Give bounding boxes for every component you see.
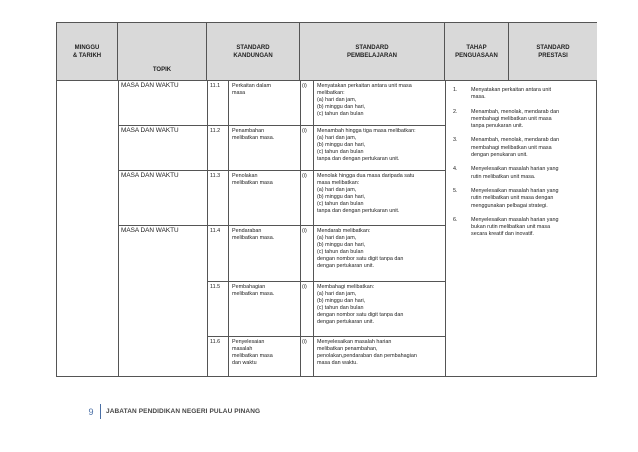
prestasi-list <box>453 87 595 246</box>
pembelajaran-11-1: Menyatakan perkaitan antara unit masa melibatkan: (a) hari dan jam, (b) minggu dan hari, (c) tahun dan bulan <box>317 83 412 117</box>
header-standard-kandungan: STANDARD KANDUNGAN <box>207 23 300 81</box>
prestasi-item: 3. Menambah, menolak, mendarab dan membahagi melibatkan unit masa dengan penukaran unit. <box>453 137 560 159</box>
page-footer <box>82 404 260 419</box>
prestasi-item: 6. Menyelesaikan masalah harian yang bukan rutin melibatkan unit masa secara kreatif dan inovatif. <box>453 216 559 238</box>
topik-4: MASA DAN WAKTU <box>121 227 179 234</box>
idx-11-5: (i) <box>302 284 307 290</box>
prestasi-item: 4. Menyelesaikan masalah harian yang rutin melibatkan unit masa. <box>453 166 559 180</box>
num-11-5: 11.5 <box>210 284 221 290</box>
header-minggu: MINGGU & TARIKH <box>57 23 118 81</box>
num-11-6: 11.6 <box>210 339 221 345</box>
idx-11-3: (i) <box>302 173 307 179</box>
footer-text: JABATAN PENDIDIKAN NEGERI PULAU PINANG <box>106 408 261 415</box>
pembelajaran-11-2: Menambah hingga tiga masa melibatkan: (a) hari dan jam, (b) minggu dan hari, (c) tahun dan bulan tanpa dan dengan pertukaran unit. <box>317 128 416 162</box>
page-number: 9 <box>88 406 94 417</box>
kandungan-11-4: Pendaraban melibatkan masa. <box>232 228 275 241</box>
curriculum-table <box>56 22 597 377</box>
idx-11-1: (i) <box>302 83 307 89</box>
prestasi-item: 1. Menyatakan perkaitan antara unit masa. <box>453 87 552 101</box>
topik-3: MASA DAN WAKTU <box>121 172 179 179</box>
topik-2: MASA DAN WAKTU <box>121 127 179 134</box>
header-standard-prestasi: STANDARD PRESTASI <box>509 23 597 81</box>
prestasi-item: 2. Menambah, menolak, mendarab dan membahagi melibatkan unit masa tanpa penukaran unit. <box>453 108 560 130</box>
topik-1: MASA DAN WAKTU <box>121 82 179 89</box>
kandungan-11-5: Pembahagian melibatkan masa. <box>232 284 275 297</box>
footer-divider <box>100 404 101 419</box>
num-11-2: 11.2 <box>210 128 221 134</box>
pembelajaran-11-5: Membahagi melibatkan: (a) hari dan jam, (b) minggu dan hari, (c) tahun dan bulan dengan nombor satu digit tanpa dan dengan pertukaran unit. <box>317 284 404 325</box>
header-topik: TOPIK <box>118 23 207 81</box>
kandungan-11-6: Penyelesaian masalah melibatkan masa dan waktu <box>232 339 273 366</box>
pembelajaran-11-3: Menolak hingga dua masa daripada satu masa melibatkan: (a) hari dan jam, (b) minggu dan hari, (c) tahun dan bulan tanpa dan dengan pertukaran unit. <box>317 173 415 214</box>
kandungan-11-2: Penambahan melibatkan masa. <box>232 128 275 141</box>
idx-11-4: (i) <box>302 228 307 234</box>
pembelajaran-11-6: Menyelesaikan masalah harian melibatkan penambahan, penolakan,pendaraban dan pembahagian masa dan waktu. <box>317 339 417 366</box>
kandungan-11-3: Penolakan melibatkan masa <box>232 173 273 186</box>
pembelajaran-11-4: Mendarab melibatkan: (a) hari dan jam, (b) minggu dan hari, (c) tahun dan bulan dengan nombor satu digit tanpa dan dengan pertukaran unit. <box>317 228 404 269</box>
header-tahap-penguasaan: TAHAP PENGUASAAN <box>445 23 509 81</box>
num-11-4: 11.4 <box>210 228 221 234</box>
prestasi-item: 5. Menyelesaikan masalah harian yang rutin melibatkan unit masa dengan menggunakan pelbagai strategi. <box>453 187 559 209</box>
num-11-1: 11.1 <box>210 83 221 89</box>
idx-11-6: (i) <box>302 339 307 345</box>
idx-11-2: (i) <box>302 128 307 134</box>
num-11-3: 11.3 <box>210 173 221 179</box>
header-standard-pembelajaran: STANDARD PEMBELAJARAN <box>300 23 445 81</box>
kandungan-11-1: Perkaitan dalam masa <box>232 83 271 96</box>
